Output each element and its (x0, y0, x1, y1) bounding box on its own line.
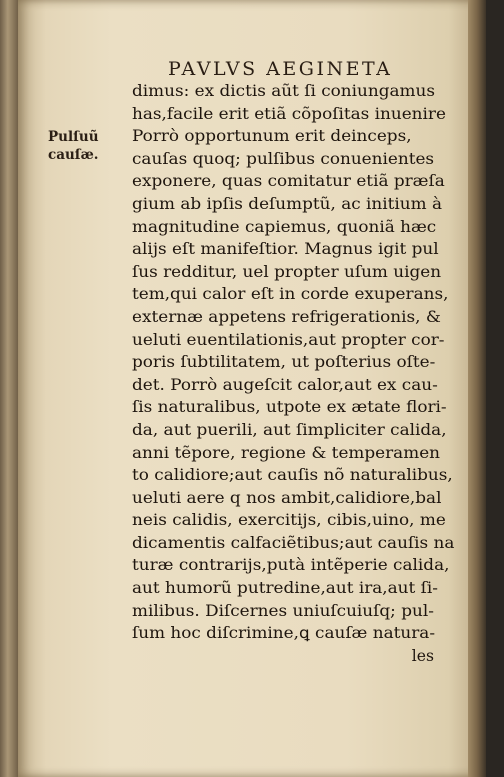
text-line: aut humorũ putredine,aut ira,aut ſi- (132, 579, 438, 598)
text-line: dimus: ex dictis aũt ſi coniungamus (132, 82, 435, 100)
text-line: has,facile erit etiã cõpoſitas inuenire (132, 104, 446, 123)
text-line: externæ appetens refrigerationis, & (132, 307, 441, 326)
text-line: ſum hoc diſcrimine,ꝗ cauſæ natura- (132, 624, 436, 643)
text-line: Porrò opportunum erit deinceps, (132, 127, 412, 146)
text-line: neis calidis, exercitijs, cibis,uino, me (132, 511, 446, 530)
text-line: exponere, quas comitatur etiã præſa (132, 172, 445, 191)
text-line: cauſas quoq; pulſibus conuenientes (132, 149, 435, 168)
text-line: poris ſubtilitatem, ut poſterius oſte- (132, 353, 436, 372)
text-line: ſus redditur, uel propter uſum uigen (132, 262, 442, 281)
text-line: gium ab ipſis deſumptũ, ac initium à (132, 194, 443, 213)
text-line: to calidiore;aut cauſis nõ naturalibus, (132, 466, 453, 485)
margin-note-line-2: cauſæ. (48, 147, 99, 163)
text-line: da, aut puerili, aut ſimpliciter calida, (132, 420, 447, 439)
text-line: milibus. Diſcernes uniuſcuiuſq; pul- (132, 601, 434, 620)
margin-note (48, 128, 128, 164)
text-line: alijs eſt manifeſtior. Magnus igit pul (132, 240, 439, 259)
text-line: magnitudine capiemus, quoniã hæc (132, 217, 437, 236)
text-line: ueluti aere q nos ambit,calidiore,bal (132, 488, 442, 507)
text-line: les (411, 646, 434, 665)
text-line: anni tẽpore, regione & temperamen (132, 443, 441, 462)
body-text (132, 80, 472, 667)
margin-note-line-1: Pulſuũ (48, 129, 99, 145)
text-line: ſis naturalibus, utpote ex ætate flori- (132, 398, 447, 417)
text-line: tem,qui calor eſt in corde exuperans, (132, 285, 449, 304)
text-line: turæ contrarijs,putà intẽperie calida, (132, 556, 450, 575)
text-line: det. Porrò augeſcit calor,aut ex cau- (132, 375, 438, 394)
text-line: ueluti euentilationis,aut propter cor- (132, 330, 445, 349)
running-head: PAVLVS AEGINETA (168, 58, 393, 80)
text-line: dicamentis calfaciẽtibus;aut cauſis na (132, 533, 455, 552)
